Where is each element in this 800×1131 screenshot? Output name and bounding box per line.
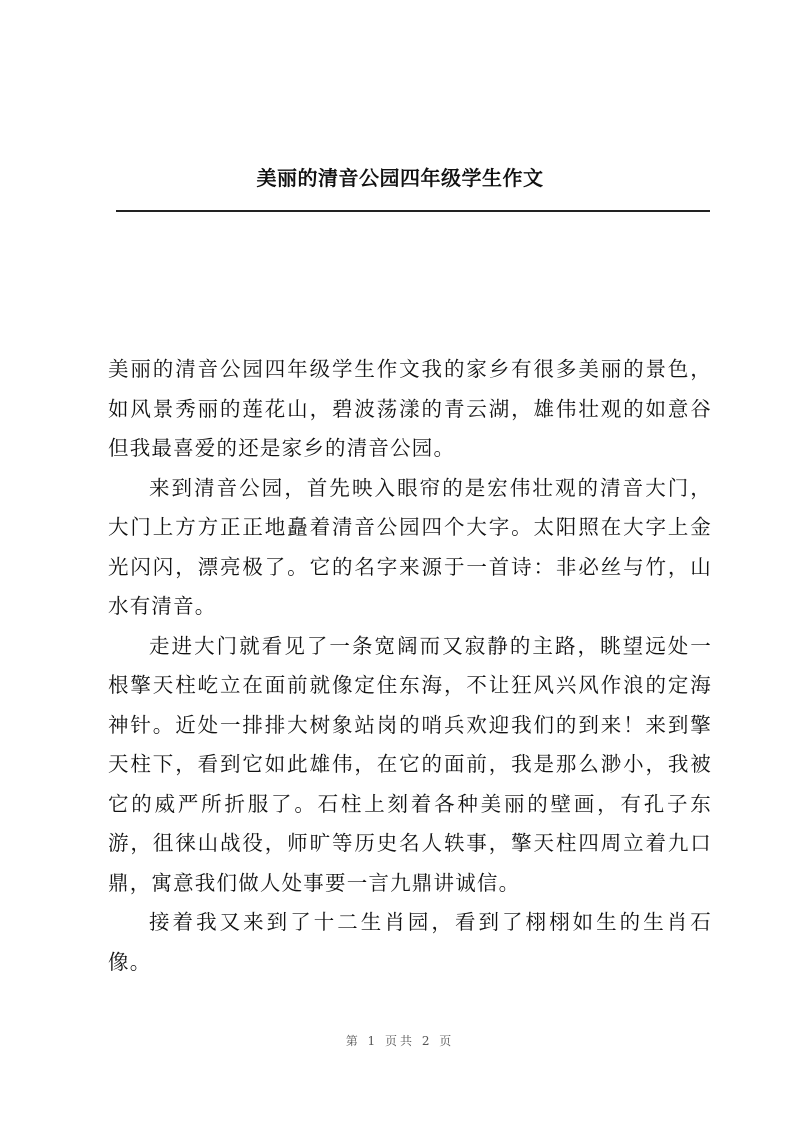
document-body: [108, 350, 712, 982]
paragraph-1: 美丽的清音公园四年级学生作文我的家乡有很多美丽的景色，如风景秀丽的莲花山，碧波荡漾的青云湖，雄伟壮观的如意谷但我最喜爱的还是家乡的清音公园。: [108, 357, 712, 460]
title-divider: [116, 210, 710, 212]
page-title: 美丽的清音公园四年级学生作文: [256, 166, 544, 190]
page-number-footer: 第 1 页共 2 页: [345, 1034, 455, 1048]
paragraph-3: 走进大门就看见了一条宽阔而又寂静的主路，眺望远处一根擎天柱屹立在面前就像定住东海，不让狂风兴风作浪的定海神针。近处一排排大树象站岗的哨兵欢迎我们的到来！来到擎天柱下，看到它如此雄伟，在它的面前，我是那么渺小，我被它的威严所折服了。石柱上刻着各种美丽的壁画，有孔子东游，徂徕山战役，师旷等历史名人轶事，擎天柱四周立着九口鼎，寓意我们做人处事要一言九鼎讲诚信。: [108, 633, 712, 895]
paragraph-4: 接着我又来到了十二生肖园，看到了栩栩如生的生肖石像。: [108, 910, 712, 974]
paragraph-2: 来到清音公园，首先映入眼帘的是宏伟壮观的清音大门，大门上方方正正地矗着清音公园四个大字。太阳照在大字上金光闪闪，漂亮极了。它的名字来源于一首诗：非必丝与竹，山水有清音。: [108, 475, 712, 618]
